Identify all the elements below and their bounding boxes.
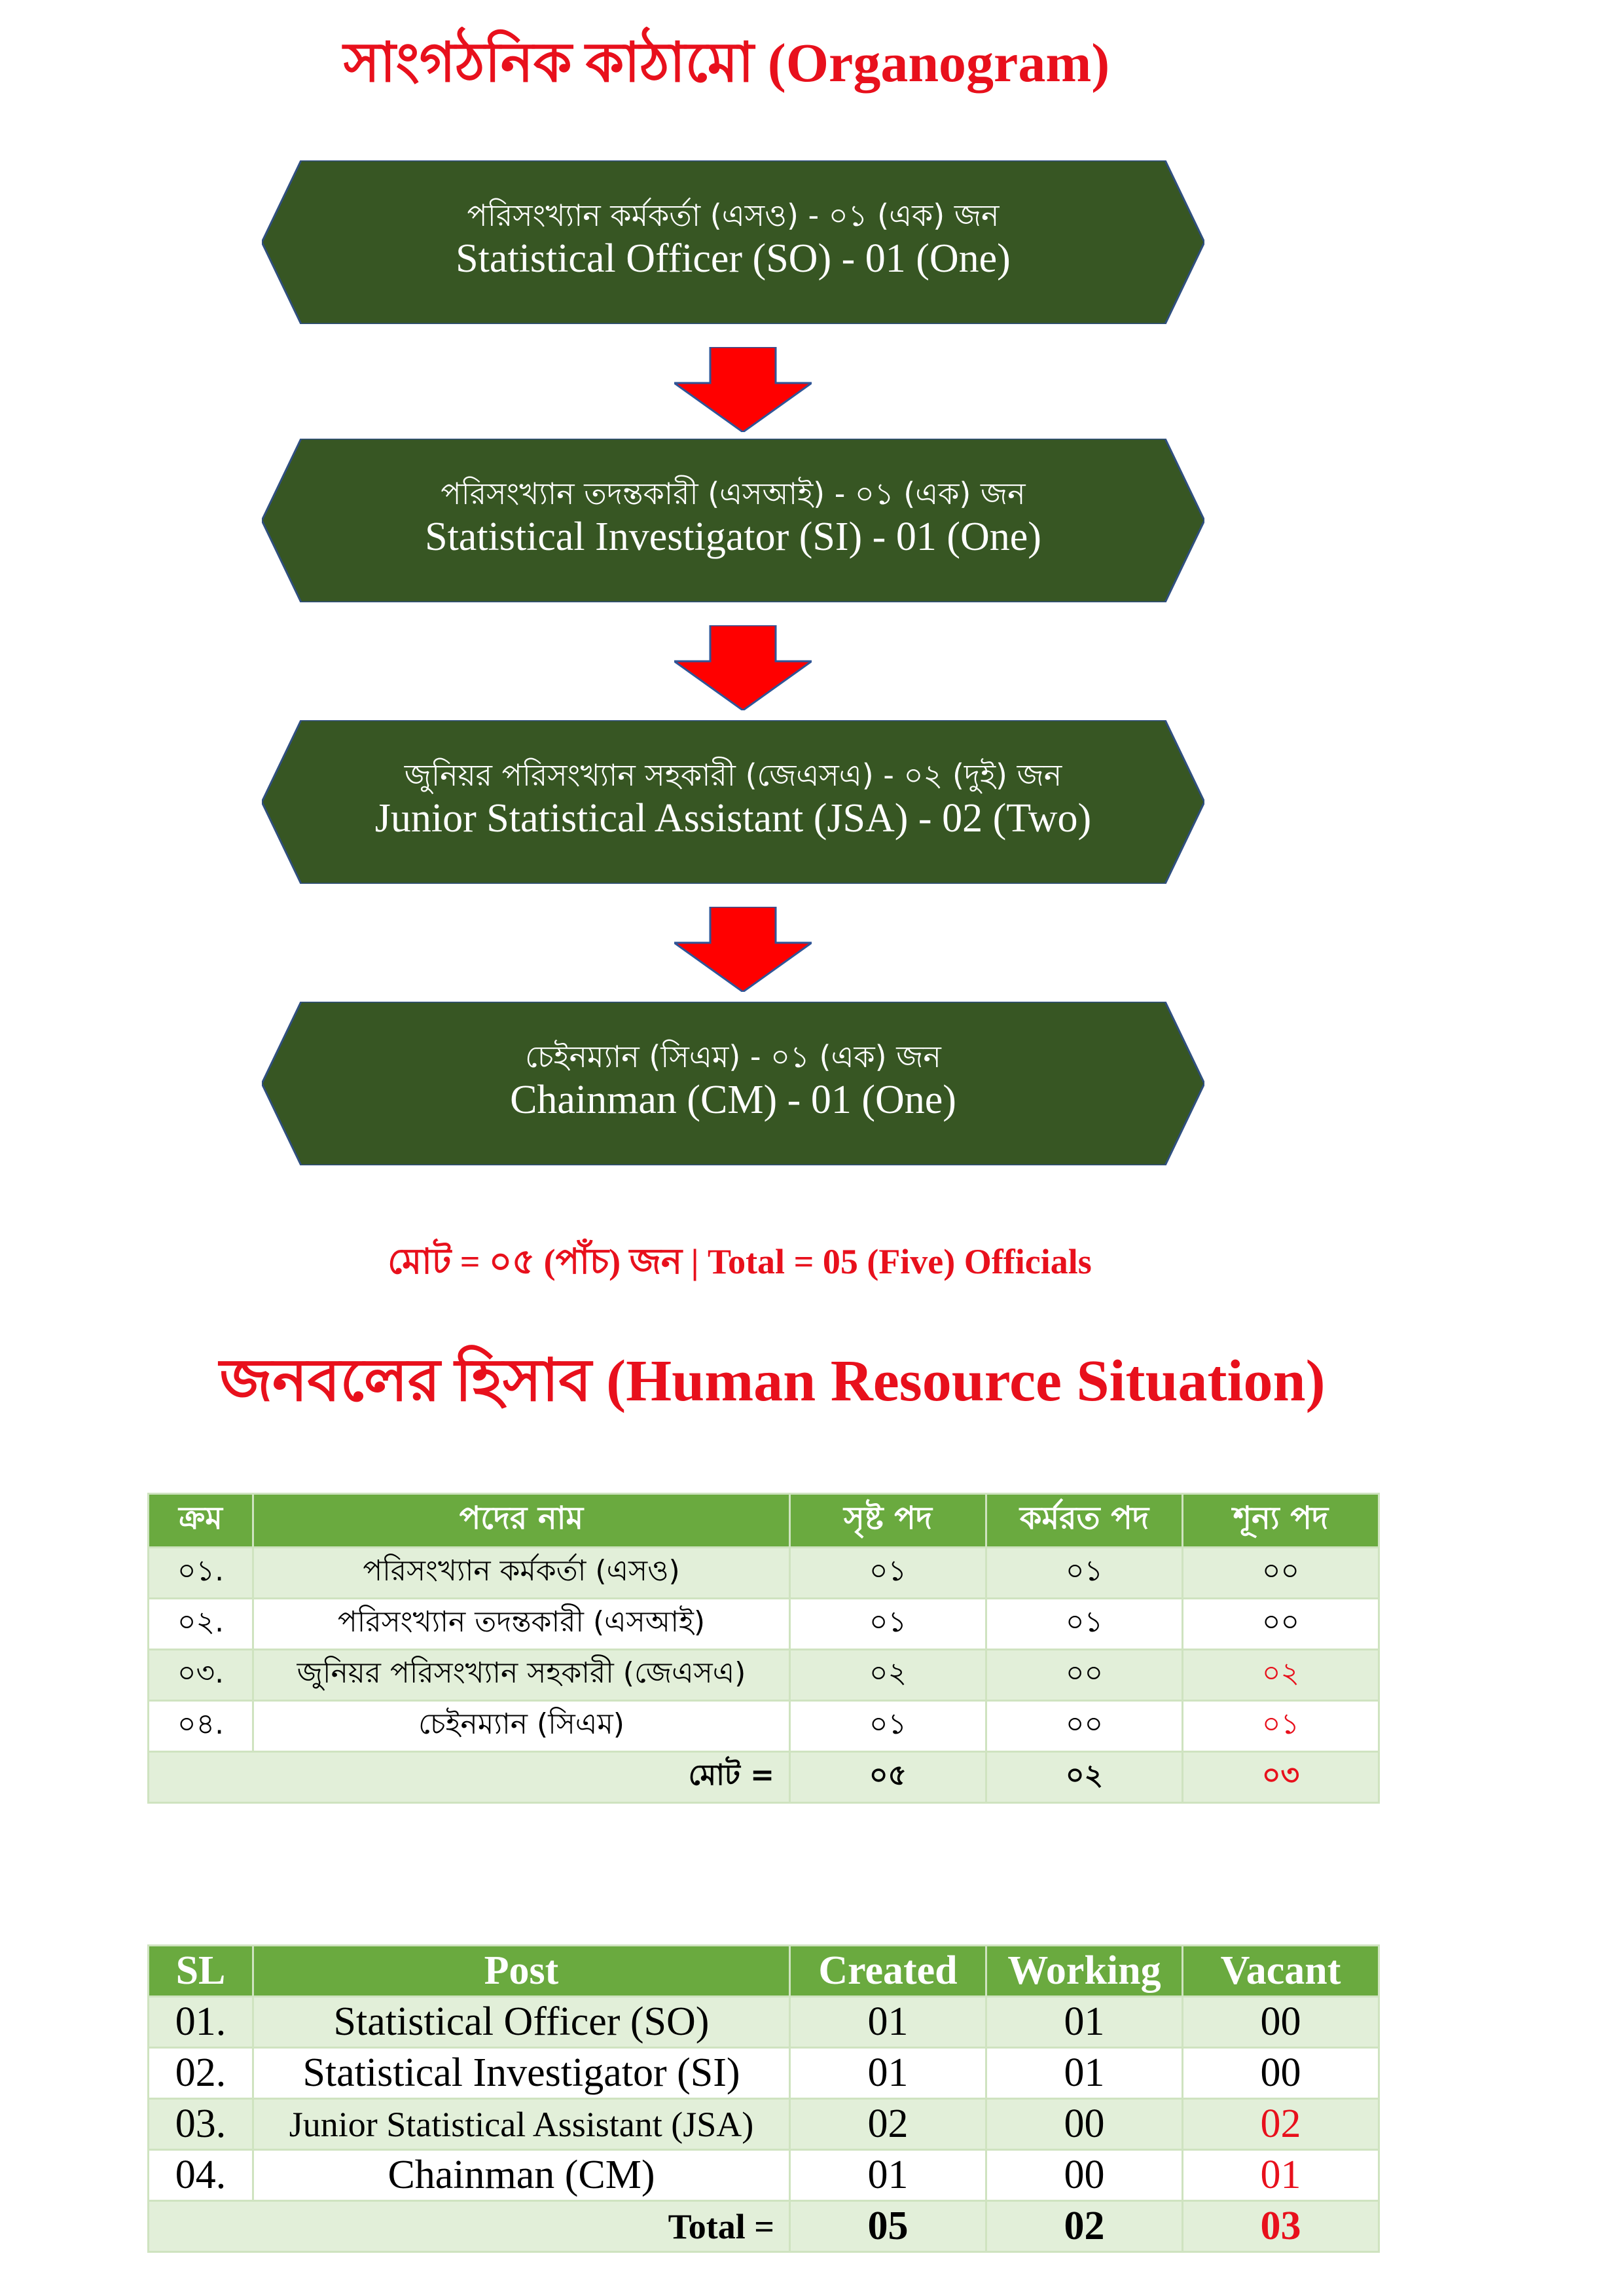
cell-serial: ০৩. xyxy=(149,1650,253,1701)
cell-created: 01 xyxy=(790,1997,986,2048)
total-working: ০২ xyxy=(986,1752,1183,1803)
org-box-label-en: Statistical Officer (SO) - 01 (One) xyxy=(456,236,1011,281)
down-arrow-icon xyxy=(674,907,812,992)
header-serial: ক্রম xyxy=(149,1494,253,1548)
cell-serial: 02. xyxy=(149,2048,253,2099)
cell-created: 02 xyxy=(790,2099,986,2150)
cell-created: 01 xyxy=(790,2048,986,2099)
table-total-row xyxy=(149,1752,1379,1803)
cell-serial: 01. xyxy=(149,1997,253,2048)
cell-serial: 04. xyxy=(149,2150,253,2201)
down-arrow-icon xyxy=(674,625,812,710)
cell-post: Statistical Officer (SO) xyxy=(253,1997,790,2048)
org-box-statistical-officer xyxy=(262,160,1204,324)
org-box-statistical-investigator xyxy=(262,439,1204,602)
cell-vacant: 00 xyxy=(1183,2048,1379,2099)
cell-post: জুনিয়র পরিসংখ্যান সহকারী (জেএসএ) xyxy=(253,1650,790,1701)
org-box-label-bn: চেইনম্যান (সিএম) - ০১ (এক) জন xyxy=(525,1039,941,1074)
organogram-title: সাংগঠনিক কাঠামো (Organogram) xyxy=(343,33,1110,94)
table-row xyxy=(149,1650,1379,1701)
cell-post: Junior Statistical Assistant (JSA) xyxy=(253,2099,790,2150)
cell-post: Statistical Investigator (SI) xyxy=(253,2048,790,2099)
org-box-label-en: Junior Statistical Assistant (JSA) - 02 (Two) xyxy=(374,796,1092,841)
down-arrow-icon xyxy=(674,347,812,432)
org-box-junior-statistical-assistant xyxy=(262,720,1204,884)
table-row xyxy=(149,1599,1379,1650)
cell-post: চেইনম্যান (সিএম) xyxy=(253,1701,790,1752)
table-row xyxy=(149,1548,1379,1599)
total-label: Total = xyxy=(149,2201,790,2252)
table-row xyxy=(149,2099,1379,2150)
cell-vacant: ০২ xyxy=(1183,1650,1379,1701)
hr-table-bengali xyxy=(147,1493,1380,1804)
table-row xyxy=(149,1701,1379,1752)
total-vacant: ০৩ xyxy=(1183,1752,1379,1803)
header-working: কর্মরত পদ xyxy=(986,1494,1183,1548)
org-box-label-en: Statistical Investigator (SI) - 01 (One) xyxy=(425,515,1041,559)
org-box-label-en: Chainman (CM) - 01 (One) xyxy=(510,1078,956,1122)
total-created: ০৫ xyxy=(790,1752,986,1803)
total-created: 05 xyxy=(790,2201,986,2252)
cell-working: ০০ xyxy=(986,1701,1183,1752)
cell-vacant: ০০ xyxy=(1183,1548,1379,1599)
header-vacant: শূন্য পদ xyxy=(1183,1494,1379,1548)
table-header-row xyxy=(149,1494,1379,1548)
cell-post: Chainman (CM) xyxy=(253,2150,790,2201)
cell-vacant: ০১ xyxy=(1183,1701,1379,1752)
hr-table-english xyxy=(147,1944,1380,2253)
org-box-label-bn: পরিসংখ্যান কর্মকর্তা (এসও) - ০১ (এক) জন xyxy=(467,198,1000,233)
cell-created: ০২ xyxy=(790,1650,986,1701)
cell-working: ০১ xyxy=(986,1599,1183,1650)
header-post: পদের নাম xyxy=(253,1494,790,1548)
cell-post: পরিসংখ্যান তদন্তকারী (এসআই) xyxy=(253,1599,790,1650)
total-label: মোট = xyxy=(149,1752,790,1803)
cell-working: ০১ xyxy=(986,1548,1183,1599)
org-box-chainman xyxy=(262,1002,1204,1165)
cell-serial: ০৪. xyxy=(149,1701,253,1752)
cell-vacant: ০০ xyxy=(1183,1599,1379,1650)
cell-vacant: 00 xyxy=(1183,1997,1379,2048)
cell-post: পরিসংখ্যান কর্মকর্তা (এসও) xyxy=(253,1548,790,1599)
header-working: Working xyxy=(986,1946,1183,1997)
org-box-label-bn: পরিসংখ্যান তদন্তকারী (এসআই) - ০১ (এক) জন xyxy=(441,476,1026,511)
cell-created: 01 xyxy=(790,2150,986,2201)
total-working: 02 xyxy=(986,2201,1183,2252)
table-total-row xyxy=(149,2201,1379,2252)
cell-vacant: 01 xyxy=(1183,2150,1379,2201)
cell-working: 01 xyxy=(986,2048,1183,2099)
header-created: Created xyxy=(790,1946,986,1997)
organogram-total: মোট = ০৫ (পাঁচ) জন | Total = 05 (Five) Officials xyxy=(388,1242,1092,1281)
header-serial: SL xyxy=(149,1946,253,1997)
total-vacant: 03 xyxy=(1183,2201,1379,2252)
cell-created: ০১ xyxy=(790,1548,986,1599)
cell-vacant: 02 xyxy=(1183,2099,1379,2150)
cell-created: ০১ xyxy=(790,1599,986,1650)
header-created: সৃষ্ট পদ xyxy=(790,1494,986,1548)
cell-serial: ০২. xyxy=(149,1599,253,1650)
cell-created: ০১ xyxy=(790,1701,986,1752)
cell-serial: 03. xyxy=(149,2099,253,2150)
header-post: Post xyxy=(253,1946,790,1997)
cell-working: 01 xyxy=(986,1997,1183,2048)
header-vacant: Vacant xyxy=(1183,1946,1379,1997)
cell-working: 00 xyxy=(986,2150,1183,2201)
cell-serial: ০১. xyxy=(149,1548,253,1599)
hr-title: জনবলের হিসাব (Human Resource Situation) xyxy=(219,1349,1326,1413)
table-row xyxy=(149,1997,1379,2048)
table-row xyxy=(149,2150,1379,2201)
cell-working: 00 xyxy=(986,2099,1183,2150)
org-box-label-bn: জুনিয়র পরিসংখ্যান সহকারী (জেএসএ) - ০২ (দুই) জন xyxy=(404,757,1062,793)
table-header-row xyxy=(149,1946,1379,1997)
table-row xyxy=(149,2048,1379,2099)
cell-working: ০০ xyxy=(986,1650,1183,1701)
